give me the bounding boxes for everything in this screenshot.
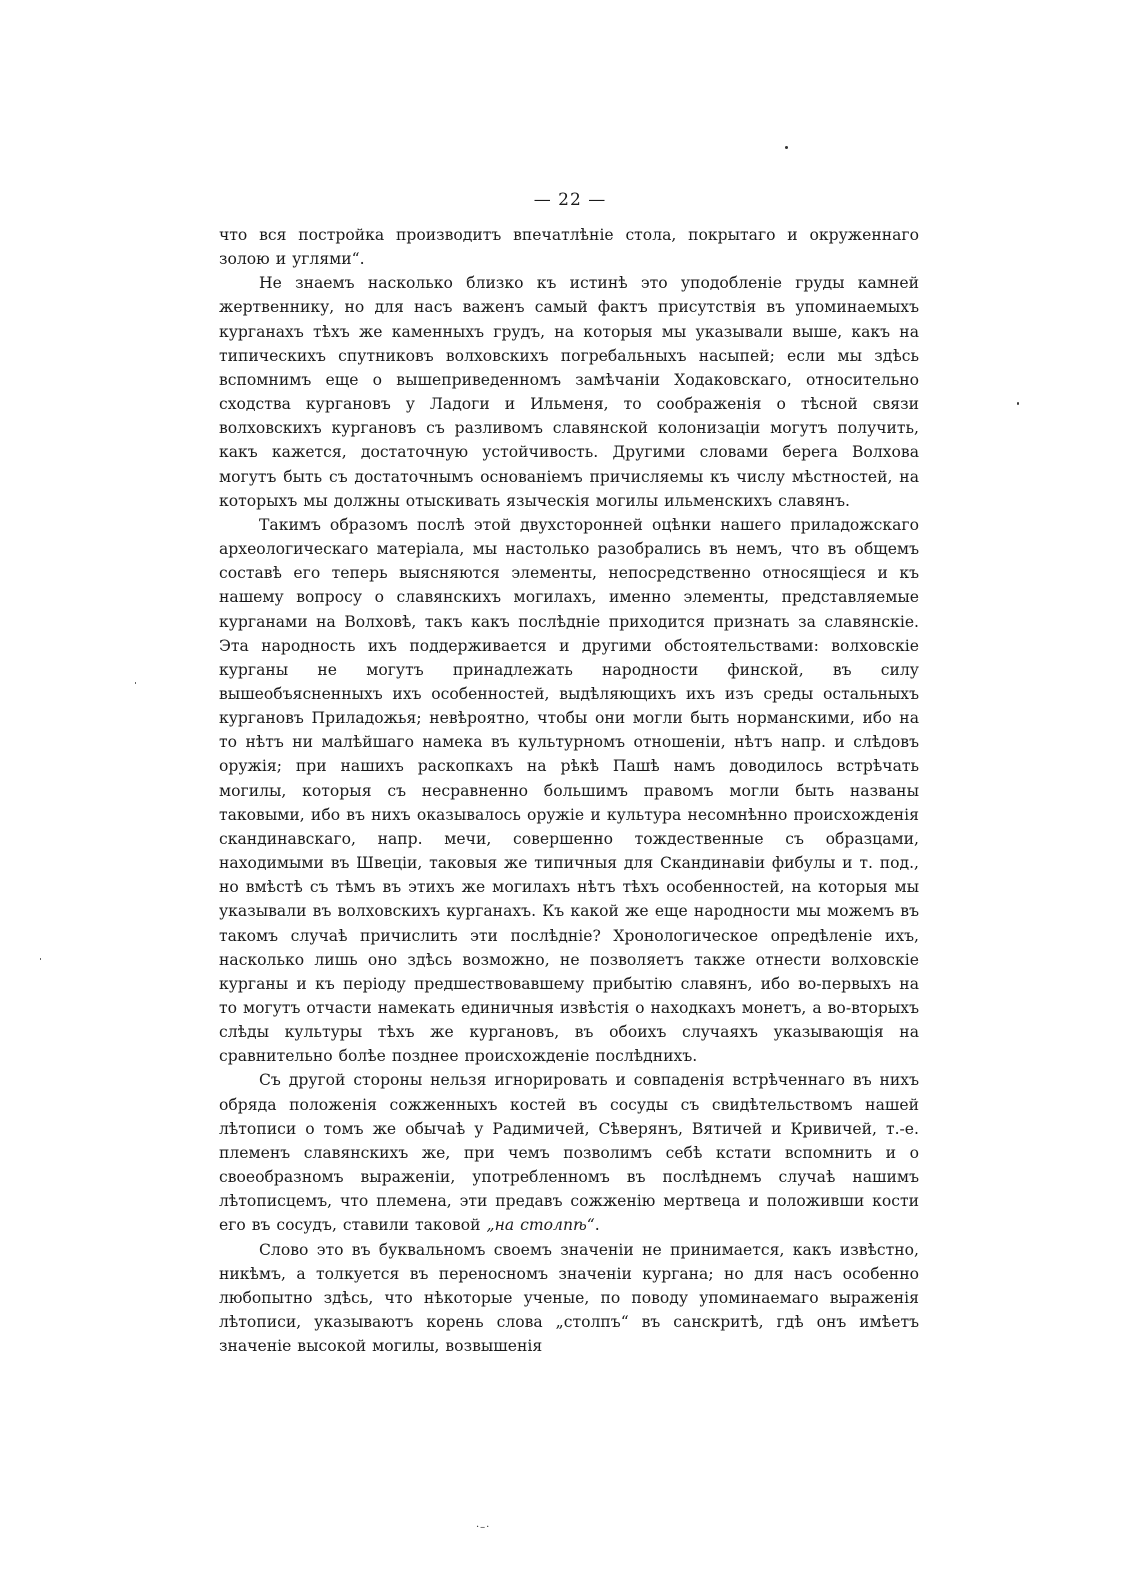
- scan-speck: [1017, 402, 1019, 405]
- paragraph: Слово это въ буквальномъ своемъ значеніи не принимается, какъ извѣстно, никѣмъ, а толкуется въ переносномъ значеніи кургана; но для насъ особенно любопытно здѣсь, что нѣкоторые ученые, по поводу упоминаемаго выраженія лѣтописи, указываютъ корень слова „столпъ“ въ санскритѣ, гдѣ онъ имѣетъ значеніе высокой могилы, возвышенія: [219, 1240, 919, 1356]
- scan-speck: [785, 146, 788, 149]
- scan-speck: [40, 958, 41, 960]
- scan-speck: [135, 682, 136, 684]
- emphasis-quote: „на столпѣ“: [486, 1216, 595, 1235]
- paragraph-text: Съ другой стороны нельзя игнорировать и совпаденія встрѣченнаго въ нихъ обряда положенія сожженныхъ костей въ сосуды съ свидѣтельствомъ нашей лѣтописи о томъ же обычаѣ у Радимичей, Сѣверянъ, Вятичей и Кривичей, т.-е. племенъ славянскихъ же, при чемъ позволимъ себѣ кстати вспомнить и о своеобразномъ выраженіи, употребленномъ въ послѣднемъ случаѣ нашимъ лѣтописцемъ, что племена, эти предавъ сожженію мертвеца и положивши кости его въ сосудъ, ставили таковой: [219, 1071, 919, 1235]
- paragraph: Такимъ образомъ послѣ этой двухсторонней оцѣнки нашего приладожскаго археологическаго матеріала, мы настолько разобрались въ немъ, что въ общемъ составѣ его теперь выясняются элементы, непосредственно относящіеся и къ нашему вопросу о славянскихъ могилахъ, именно элементы, представляемые курганами на Волховѣ, такъ какъ послѣдніе приходится признать за славянскіе. Эта народность ихъ поддерживается и другими обстоятельствами: волховскіе курганы не могутъ принадлежать народности финской, въ силу вышеобъясненныхъ ихъ особенностей, выдѣляющихъ ихъ изъ среды остальныхъ кургановъ Приладожья; невѣроятно, чтобы они могли быть норманскими, ибо на то нѣтъ ни малѣйшаго намека въ культурномъ отношеніи, нѣтъ напр. и слѣдовъ оружія; при нашихъ раскопкахъ на рѣкѣ Пашѣ намъ доводилось встрѣчать могилы, которыя съ несравненно большимъ правомъ могли быть названы таковыми, ибо въ нихъ оказывалось оружіе и культура несомнѣнно происхожденія скандинавскаго, напр. мечи, совершенно тождественные съ образцами, находимыми въ Швеціи, таковыя же типичныя для Скандинавіи фибулы и т. под., но вмѣстѣ съ тѣмъ въ этихъ же могилахъ нѣтъ тѣхъ особенностей, на которыя мы указывали въ волховскихъ курганахъ. Къ какой же еще народности мы можемъ въ такомъ случаѣ причислить эти послѣдніе? Хронологическое опредѣленіе ихъ, насколько лишь оно здѣсь возможно, не позволяетъ также отнести волховскіе курганы и къ періоду предшествовавшему прибытію славянъ, ибо во-первыхъ на то могутъ отчасти намекать единичныя извѣстія о находкахъ монетъ, а во-вторыхъ слѣды культуры тѣхъ же кургановъ, въ обоихъ случаяхъ указывающія на сравнительно болѣе позднее происхожденіе послѣднихъ.: [219, 515, 919, 1066]
- paragraph-text: .: [594, 1216, 600, 1235]
- paragraph: Не знаемъ насколько близко къ истинѣ это уподобленіе груды камней жертвеннику, но для насъ важенъ самый фактъ присутствія въ упоминаемыхъ курганахъ тѣхъ же каменныхъ грудъ, на которыя мы указывали выше, какъ на типическихъ спутниковъ волховскихъ погребальныхъ насыпей; если мы здѣсь вспомнимъ еще о вышеприведенномъ замѣчаніи Ходаковскаго, относительно сходства кургановъ у Ладоги и Ильменя, то соображенія о тѣсной связи волховскихъ кургановъ съ разливомъ славянской колонизаціи могутъ получить, какъ кажется, достаточную устойчивость. Другими словами берега Волхова могутъ быть съ достаточнымъ основаніемъ причисляемы къ числу мѣстностей, на которыхъ мы должны отыскивать языческія могилы ильменскихъ славянъ.: [219, 274, 919, 510]
- page-number: — 22 —: [533, 190, 607, 210]
- paragraph-continuation: что вся постройка производитъ впечатлѣніе стола, покрытаго и окруженнаго золою и углями“.: [219, 226, 919, 269]
- text-body: [219, 223, 919, 1358]
- paragraph: [219, 1068, 919, 1237]
- scan-footer-mark: ·–·: [476, 1522, 491, 1533]
